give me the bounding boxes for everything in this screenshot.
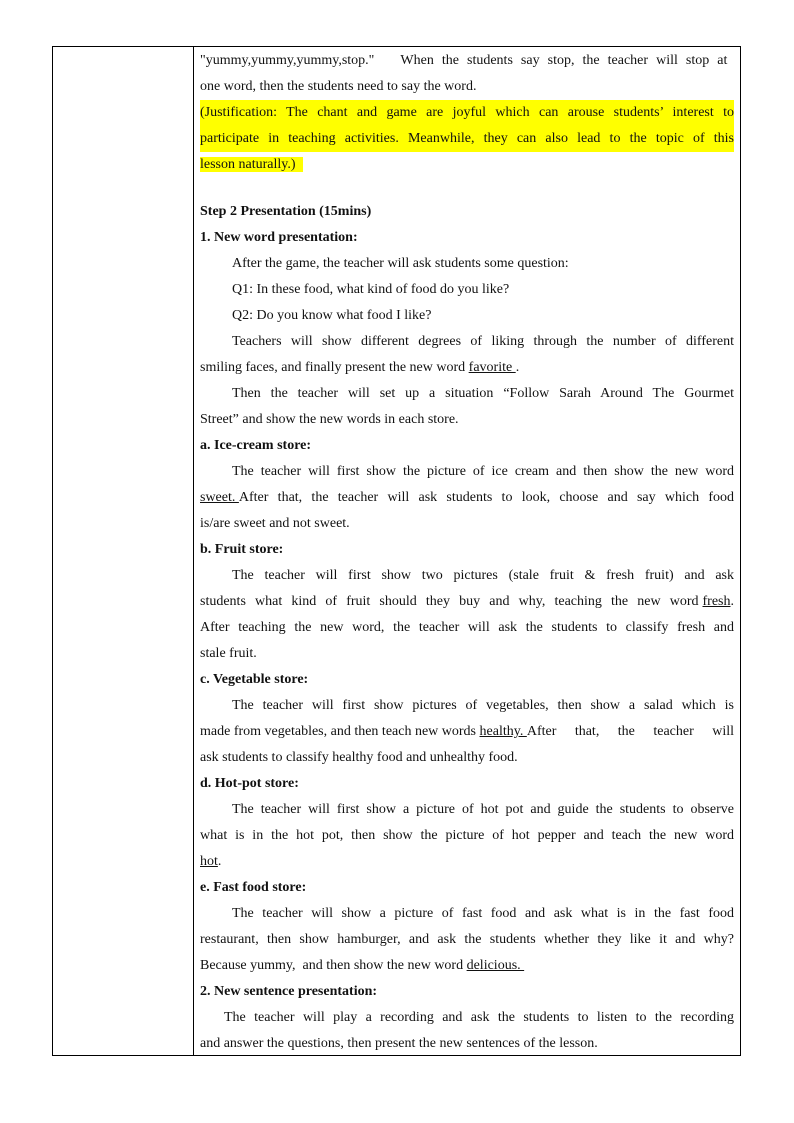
word-favorite: favorite [468,360,516,375]
justification-line-2: participate in teaching activities. Meanwhile, they can also lead to the topic of this [200,126,734,152]
sentence-line-2: and answer the questions, then present the new sentences of the lesson. [200,1036,598,1051]
ice-cream-line-2: sweet. After that, the teacher will ask students to look, choose and say which food [200,485,734,511]
vegetable-line-2: made from vegetables, and then teach new words healthy. After that, the teacher will [200,719,734,745]
fruit-store-heading: b. Fruit store: [200,542,284,557]
lesson-content-cell [200,48,734,1057]
intro-line-1 [200,48,734,74]
word-sweet: sweet. [200,490,239,505]
justification-line-3 [200,152,734,178]
question-2: Q2: Do you know what food I like? [232,308,432,323]
sentence-line-1: The teacher will play a recording and ask the students to listen to the recording [224,1010,734,1025]
paragraph-situation-2: Street” and show the new words in each store. [200,412,459,427]
paragraph-liking-1: Teachers will show different degrees of liking through the number of different [232,334,734,349]
step2-heading: Step 2 Presentation (15mins) [200,204,372,219]
fruit-line-1: The teacher will first show two pictures (stale fruit & fresh fruit) and ask [232,568,734,583]
justification-line-3-text: lesson naturally.) [200,157,296,172]
vegetable-store-heading: c. Vegetable store: [200,672,309,687]
chant-text: "yummy,yummy,yummy,stop." [200,53,375,68]
word-hot: hot [200,854,218,869]
question-1: Q1: In these food, what kind of food do you like? [232,282,510,297]
word-fresh: fresh [702,594,731,609]
ice-cream-store-heading: a. Ice-cream store: [200,438,312,453]
fast-food-line-2: restaurant, then show hamburger, and ask the students whether they like it and why? [200,932,734,947]
intro-line-2: one word, then the students need to say the word. [200,79,477,94]
hot-pot-line-1: The teacher will first show a picture of hot pot and guide the students to observe [232,802,734,817]
fast-food-store-heading: e. Fast food store: [200,880,307,895]
new-sentence-heading: 2. New sentence presentation: [200,984,378,999]
justification-line-1: (Justification: The chant and game are joyful which can arouse students’ interest to [200,100,734,126]
vegetable-line-1: The teacher will first show pictures of vegetables, then show a salad which is [232,698,734,713]
hot-pot-line-2: what is in the hot pot, then show the picture of hot pepper and teach the new word [200,828,734,843]
vegetable-line-3: ask students to classify healthy food and unhealthy food. [200,750,518,765]
paragraph-liking-2: smiling faces, and finally present the new word favorite . [200,360,520,375]
fruit-line-3: After teaching the new word, the teacher will ask the students to classify fresh and [200,620,734,635]
hot-pot-line-3: hot. [200,854,222,869]
new-word-heading: 1. New word presentation: [200,230,358,245]
column-divider [193,46,194,1056]
ice-cream-line-3: is/are sweet and not sweet. [200,516,350,531]
word-delicious: delicious. [466,958,525,973]
word-healthy: healthy. [479,724,527,739]
paragraph-situation-1: Then the teacher will set up a situation “Follow Sarah Around The Gourmet [232,386,734,401]
paragraph-after-game: After the game, the teacher will ask students some question: [232,256,569,271]
fast-food-line-3: Because yummy, and then show the new word delicious. [200,958,525,973]
fruit-line-4: stale fruit. [200,646,257,661]
intro-line-1b: When the students say stop, the teacher will stop at [400,53,728,68]
fast-food-line-1: The teacher will show a picture of fast food and ask what is in the fast food [232,906,734,921]
ice-cream-line-1: The teacher will first show the picture of ice cream and then show the new word [232,464,734,479]
hot-pot-store-heading: d. Hot-pot store: [200,776,299,791]
fruit-line-2: students what kind of fruit should they buy and why, teaching the new word fresh . [200,589,734,615]
